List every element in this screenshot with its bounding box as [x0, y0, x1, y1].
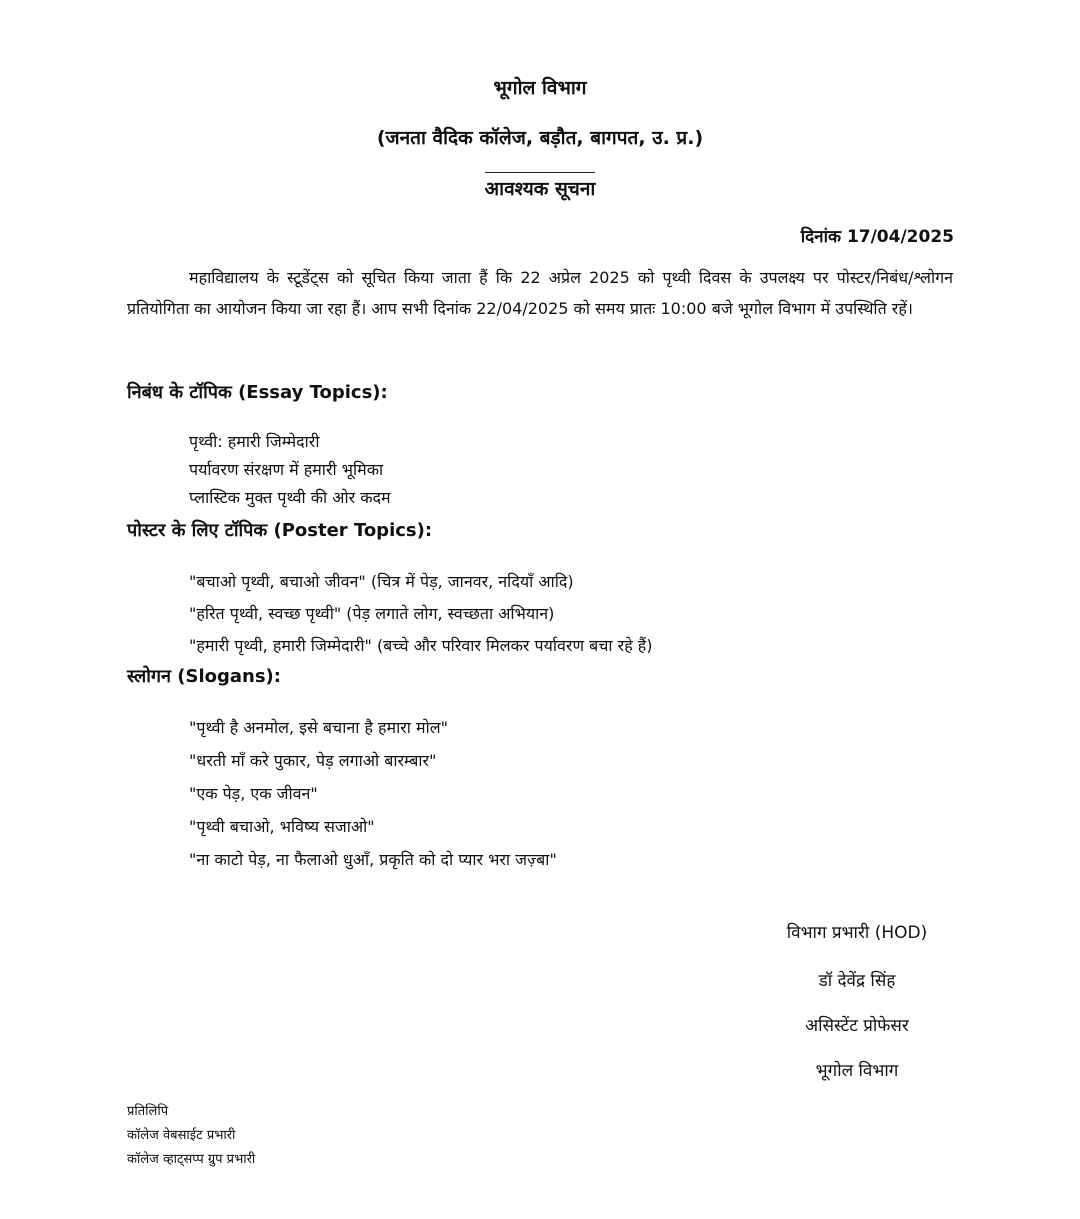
list-item: प्लास्टिक मुक्त पृथ्वी की ओर कदम — [189, 488, 391, 507]
list-item: "पृथ्वी बचाओ, भविष्य सजाओ" — [189, 817, 375, 836]
essay-topics-list — [189, 428, 391, 512]
list-item: "हमारी पृथ्वी, हमारी जिम्मेदारी" (बच्चे और परिवार मिलकर पर्यावरण बचा रहे हैं) — [189, 636, 653, 655]
list-item: "पृथ्वी है अनमोल, इसे बचाना है हमारा मोल" — [189, 718, 448, 737]
essay-topics-heading: निबंध के टॉपिक (Essay Topics): — [127, 382, 388, 403]
list-item: "एक पेड़, एक जीवन" — [189, 784, 318, 803]
paragraph-text: महाविद्यालय के स्टूडेंट्स को सूचित किया जाता हैं कि 22 अप्रेल 2025 को पृथ्वी दिवस के उपलक्ष्य पर पोस्टर/निबंध/श्लोगन प्रतियोगिता का आयोजन किया जा रहा हैं। आप सभी दिनांक 22/04/2025 को समय प्रातः 10:00 बजे भूगोल विभाग में उपस्थिति रहें। — [127, 268, 953, 318]
list-item: "बचाओ पृथ्वी, बचाओ जीवन" (चित्र में पेड़, जानवर, नदियाँ आदि) — [189, 572, 574, 591]
list-item: "हरित पृथ्वी, स्वच्छ पृथ्वी" (पेड़ लगाते लोग, स्वच्छता अभियान) — [189, 604, 555, 623]
notice-date: दिनांक 17/04/2025 — [800, 227, 954, 247]
copy-to-label: प्रतिलिपि — [127, 1104, 169, 1119]
notice-title-text: आवश्यक सूचना — [485, 172, 596, 201]
poster-topics-heading: पोस्टर के लिए टॉपिक (Poster Topics): — [127, 520, 433, 541]
list-item: "ना काटो पेड़, ना फैलाओ धुआँ, प्रकृति को दो प्यार भरा जज़्बा" — [189, 850, 557, 869]
college-name: (जनता वैदिक कॉलेज, बड़ौत, बागपत, उ. प्र.) — [376, 127, 704, 149]
signature-designation: असिस्टेंट प्रोफेसर — [805, 1016, 909, 1036]
copy-to-block — [127, 1100, 255, 1172]
signature-department: भूगोल विभाग — [815, 1061, 899, 1081]
copy-to-item: कॉलेज वेबसाईट प्रभारी — [127, 1128, 236, 1143]
department-title: भूगोल विभाग — [493, 77, 587, 99]
list-item: पर्यावरण संरक्षण में हमारी भूमिका — [189, 460, 384, 479]
slogans-list — [189, 711, 557, 876]
list-item: "धरती माँ करे पुकार, पेड़ लगाओ बारम्बार" — [189, 751, 437, 770]
signature-name: डॉ देवेंद्र सिंह — [818, 971, 896, 991]
notice-paragraph — [127, 262, 953, 324]
notice-title — [0, 172, 1080, 201]
copy-to-item: कॉलेज व्हाट्सप्प ग्रुप प्रभारी — [127, 1152, 256, 1167]
slogans-heading: स्लोगन (Slogans): — [127, 666, 281, 687]
poster-topics-list — [189, 566, 653, 662]
list-item: पृथ्वी: हमारी जिम्मेदारी — [189, 432, 320, 451]
signature-role: विभाग प्रभारी (HOD) — [786, 923, 928, 943]
